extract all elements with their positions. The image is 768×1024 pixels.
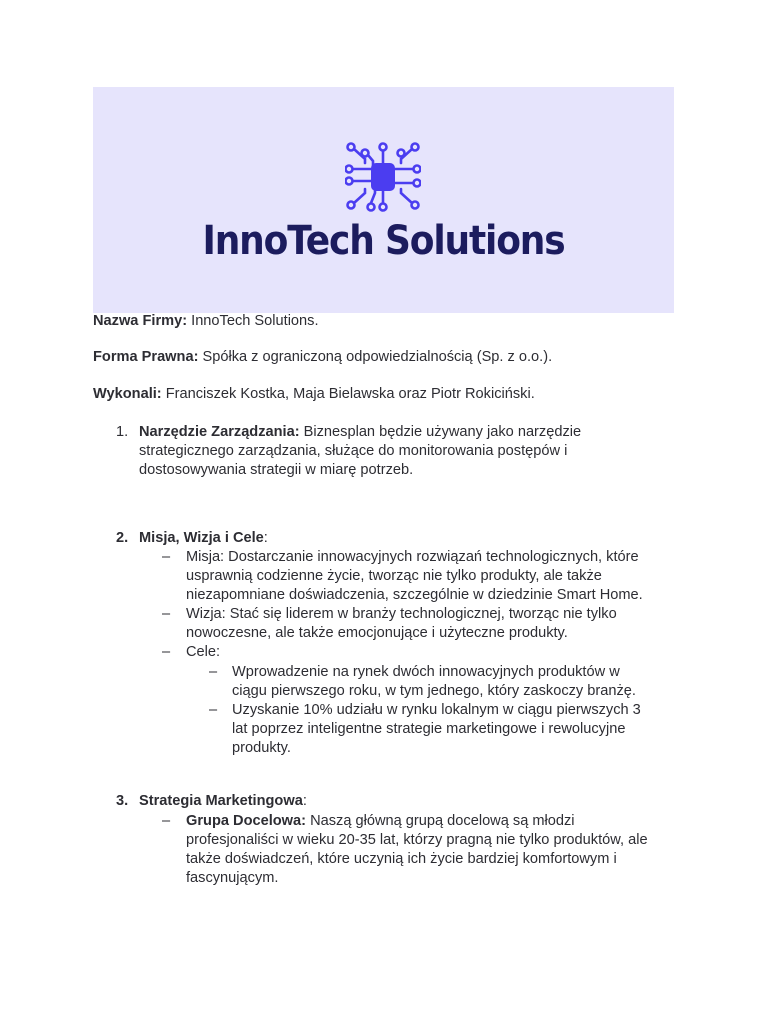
company-name-value: InnoTech Solutions. [191, 313, 319, 329]
section-3-number: 3. [116, 793, 129, 809]
bullet-dash: – [162, 644, 171, 660]
section-2-number: 2. [116, 530, 129, 546]
bullet-dash: – [162, 813, 171, 829]
section-2-colon: : [263, 530, 268, 546]
target-group-line: Naszą główną grupą docelową są młodzi [310, 813, 575, 829]
mission-line: niezapomniane doświadczenia, szczególnie w dziedzinie Smart Home. [186, 587, 643, 603]
target-group-label: Grupa Docelowa: [186, 813, 307, 829]
goal-line: ciągu pierwszego roku, w tym jednego, który zaskoczy branżę. [232, 683, 636, 699]
bullet-dash: – [209, 702, 218, 718]
section-1-text-line: dostosowywania strategii w miarę potrzeb. [139, 462, 414, 478]
section-1-text-line: Biznesplan będzie używany jako narzędzie [303, 424, 582, 440]
authors-line [93, 385, 535, 404]
section-1-text-line: strategicznego zarządzania, służące do monitorowania postępów i [139, 443, 568, 459]
goal-item-2 [232, 701, 762, 758]
bullet-dash: – [162, 606, 171, 622]
authors-label: Wykonali: [93, 386, 162, 402]
goal-line: lat poprzez inteligentne strategie marketingowe i rewolucyjne [232, 721, 626, 737]
company-name-line [93, 312, 319, 331]
section-1-title: Narzędzie Zarządzania: [139, 424, 300, 440]
vision-line: nowoczesne, ale także emocjonujące i użyteczne produkty. [186, 625, 568, 641]
vision-line: Wizja: Stać się liderem w branży technologicznej, tworząc nie tylko [186, 606, 617, 622]
goal-item-1 [232, 663, 762, 701]
legal-form-label: Forma Prawna: [93, 349, 199, 365]
target-group-item [186, 812, 686, 888]
goal-line: Wprowadzenie na rynek dwóch innowacyjnych produktów w [232, 664, 620, 680]
authors-value: Franciszek Kostka, Maja Bielawska oraz Piotr Rokiciński. [165, 386, 535, 402]
goals-label: Cele: [186, 644, 221, 660]
target-group-line: także doświadczeń, które uczynią ich życie bardziej komfortowym i [186, 851, 617, 867]
mission-line: usprawnią codzienne życie, tworząc nie tylko produkty, ale także [186, 568, 602, 584]
target-group-line: profesjonaliści w wieku 20-35 lat, którzy pragną nie tylko produktów, ale [186, 832, 648, 848]
target-group-line: fascynującym. [186, 870, 279, 886]
logo-wordmark: InnoTech Solutions [202, 218, 565, 264]
mission-line: Misja: Dostarczanie innowacyjnych rozwiązań technologicznych, które [186, 549, 639, 565]
section-3-heading [139, 792, 669, 811]
goal-line: Uzyskanie 10% udziału w rynku lokalnym w ciągu pierwszych 3 [232, 702, 641, 718]
legal-form-value: Spółka z ograniczoną odpowiedzialnością (Sp. z o.o.). [202, 349, 553, 365]
company-name-label: Nazwa Firmy: [93, 313, 188, 329]
legal-form-line [93, 348, 552, 367]
section-2-title: Misja, Wizja i Cele [139, 530, 264, 546]
circuit-chip-icon [345, 141, 421, 213]
section-3-colon: : [302, 793, 307, 809]
logo-banner [93, 87, 674, 313]
section-1-body [139, 423, 669, 480]
vision-item [186, 605, 716, 643]
bullet-dash: – [209, 664, 218, 680]
section-3-title: Strategia Marketingowa [139, 793, 303, 809]
mission-item [186, 548, 716, 605]
section-2-heading [139, 529, 669, 548]
bullet-dash: – [162, 549, 171, 565]
section-1-number: 1. [116, 424, 129, 440]
goal-line: produkty. [232, 740, 291, 756]
